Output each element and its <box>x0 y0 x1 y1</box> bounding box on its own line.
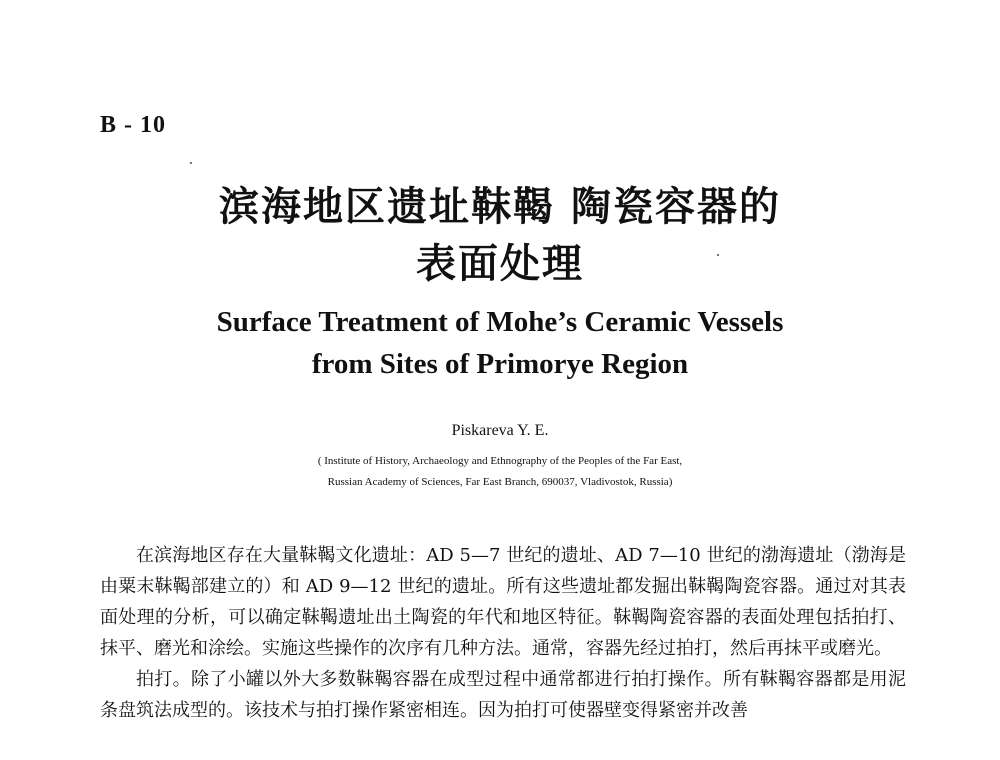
scan-speck <box>717 254 719 256</box>
title-english-line-2: from Sites of Primorye Region <box>311 348 689 380</box>
title-english-line-1: Surface Treatment of Mohe’s Ceramic Vessels <box>216 306 784 338</box>
paper-code: B - 10 <box>100 112 166 138</box>
scan-speck <box>190 162 192 164</box>
affiliation-line-2: Russian Academy of Sciences, Far East Branch, 690037, Vladivostok, Russia) <box>327 476 673 488</box>
paragraph-1: 在滨海地区存在大量靺鞨文化遗址：AD 5—7 世纪的遗址、AD 7—10 世纪的渤海遗址（渤海是由粟末靺鞨部建立的）和 AD 9—12 世纪的遗址。所有这些遗址都发掘出靺鞨陶瓷容器。通过对其表面处理的分析，可以确定靺鞨遗址出土陶瓷的年代和地区特征。靺鞨陶瓷容器的表面处理包括拍打、抹平、磨光和涂绘。实施这些操作的次序有几种方法。通常，容器先经过拍打，然后再抹平或磨光。 <box>100 545 906 659</box>
body-text <box>100 540 906 726</box>
title-chinese-line-2: 表面处理 <box>416 240 584 287</box>
author-name: Piskareva Y. E. <box>451 422 549 439</box>
affiliation-line-1: ( Institute of History, Archaeology and Ethnography of the Peoples of the Far East, <box>317 455 683 467</box>
paragraph-2: 拍打。除了小罐以外大多数靺鞨容器在成型过程中通常都进行拍打操作。所有靺鞨容器都是用泥条盘筑法成型的。该技术与拍打操作紧密相连。因为拍打可使器壁变得紧密并改善 <box>100 669 906 721</box>
title-chinese-line-1: 滨海地区遗址靺鞨 陶瓷容器的 <box>219 183 781 230</box>
